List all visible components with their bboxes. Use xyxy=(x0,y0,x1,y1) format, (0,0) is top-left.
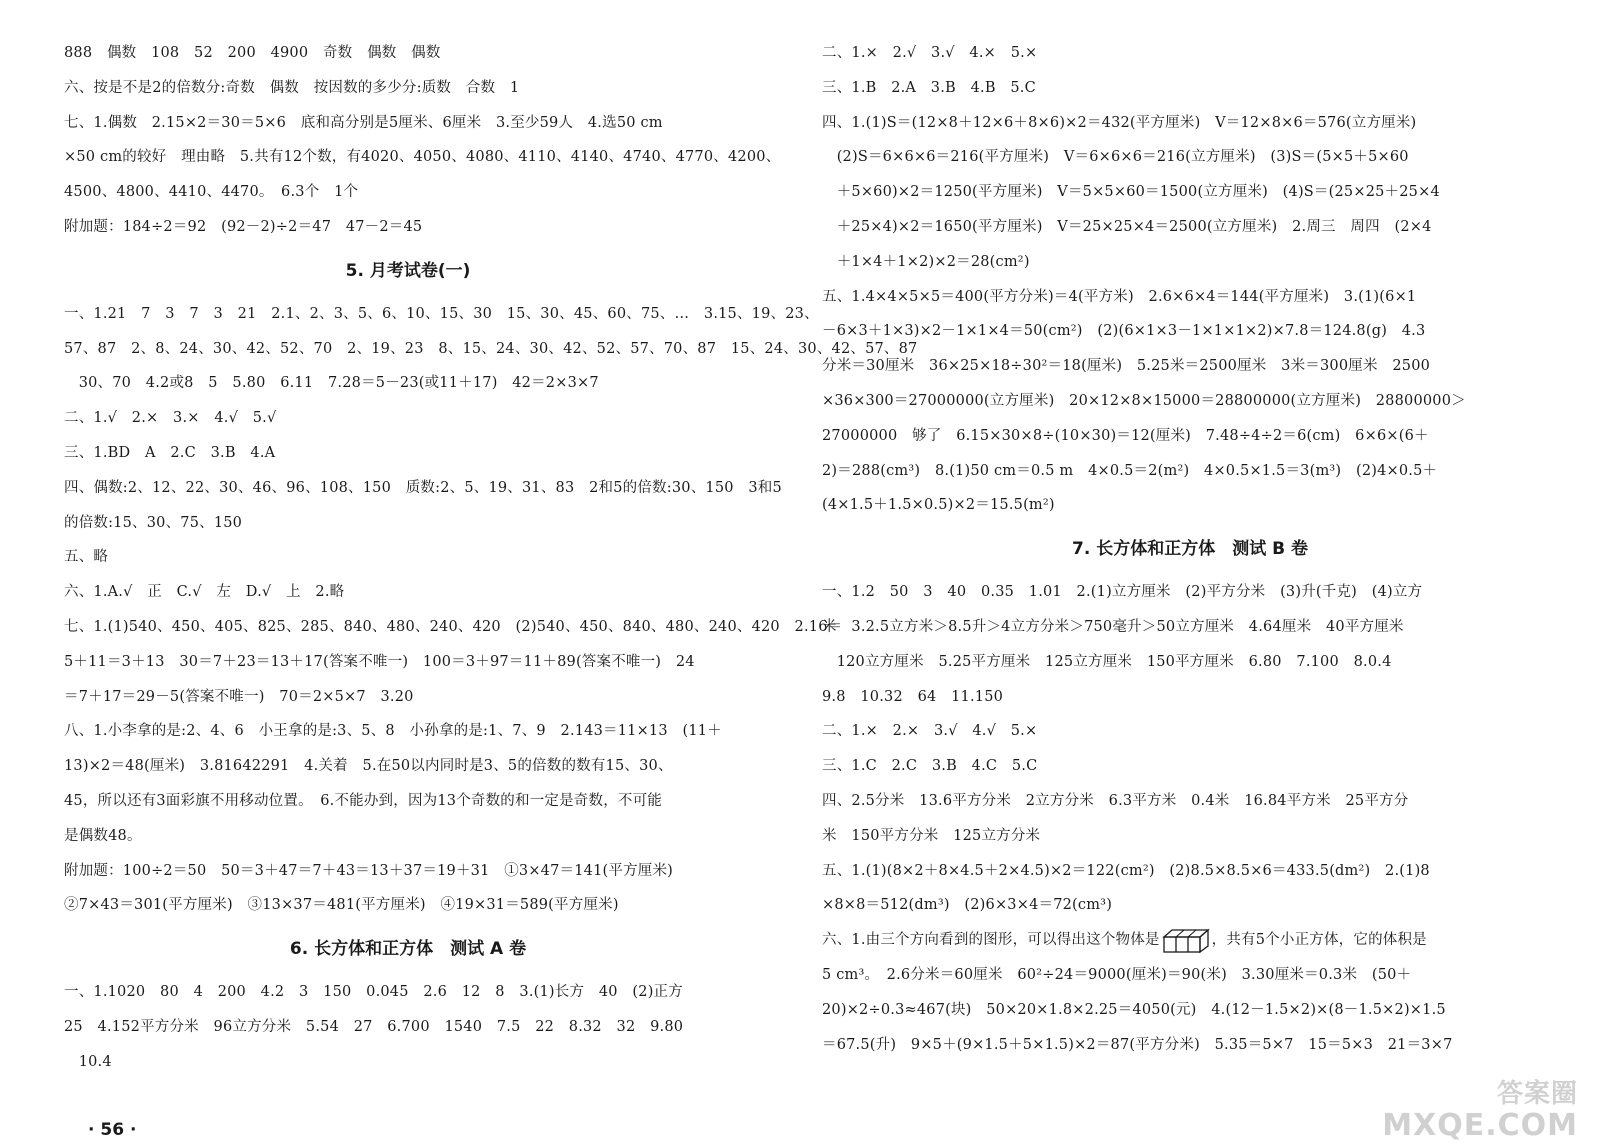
text-line: 25 4.152平方分米 96立方分米 5.54 27 6.700 1540 7.5 22 8.32 32 9.80 xyxy=(64,1018,684,1035)
text-line: 4500、4800、4410、4470。 6.3个 1个 xyxy=(64,184,359,201)
text-line: 一、1.21 7 3 7 3 21 2.1、2、3、5、6、10、15、30 15、30、45、60、75、… 3.15、19、23、 xyxy=(64,305,819,322)
text-line: 八、1.小李拿的是:2、4、6 小王拿的是:3、5、8 小孙拿的是:1、7、9 2.143＝11×13 (11＋ xyxy=(64,723,722,740)
text-line: 二、1.× 2.√ 3.√ 4.× 5.× xyxy=(822,45,1038,61)
text-line: (2)S＝6×6×6＝216(平方厘米) V＝6×6×6＝216(立方厘米) (3)S＝(5×5＋5×60 xyxy=(822,149,1409,166)
text-line: 附加题：184÷2＝92 (92－2)÷2＝47 47－2＝45 xyxy=(64,218,423,235)
text-fragment: ，共有5个小正方体，它的体积是 xyxy=(1211,932,1427,949)
text-line: 27000000 够了 6.15×30×8÷(10×30)＝12(厘米) 7.48÷4÷2＝6(cm) 6×6×(6＋ xyxy=(822,427,1429,444)
text-line: ＝67.5(升) 9×5＋(9×1.5＋5×1.5)×2＝87(平方分米) 5.35＝5×7 15＝5×3 21＝3×7 xyxy=(822,1036,1453,1053)
text-line: 六、按是不是2的倍数分:奇数 偶数 按因数的多少分:质数 合数 1 xyxy=(64,79,520,96)
text-line: 米 3.2.5立方米＞8.5升＞4立方分米＞750毫升＞50立方厘米 4.64厘米 40平方厘米 xyxy=(822,618,1404,635)
text-line: 10.4 xyxy=(64,1053,112,1070)
watermark xyxy=(1382,1078,1578,1142)
text-line: 三、1.C 2.C 3.B 4.C 5.C xyxy=(822,758,1038,775)
text-line: 七、1.偶数 2.15×2＝30＝5×6 底和高分别是5厘米、6厘米 3.至少59人 4.选50 cm xyxy=(64,114,663,131)
text-line: 57、87 2、8、24、30、42、52、70 2、19、23 8、15、24、30、42、52、57、70、87 15、24、30、42、57、87 xyxy=(64,340,918,357)
text-line: ×50 cm的较好 理由略 5.共有12个数，有4020、4050、4080、4110、4140、4740、4770、4200、 xyxy=(64,149,781,166)
text-line: 四、1.(1)S＝(12×8＋12×6＋8×6)×2＝432(平方厘米) V＝12×8×6＝576(立方厘米) xyxy=(822,114,1417,131)
text-line: 四、2.5分米 13.6平方分米 2立方分米 6.3平方米 0.4米 16.84平方米 25平方分 xyxy=(822,792,1409,809)
text-line: ＋25×4)×2＝1650(平方厘米) V＝25×25×4＝2500(立方厘米) 2.周三 周四 (2×4 xyxy=(822,218,1432,235)
text-line: 附加题：100÷2＝50 50＝3＋47＝7＋43＝13＋37＝19＋31 ①3×47＝141(平方厘米) xyxy=(64,862,674,879)
text-line: 120立方厘米 5.25平方厘米 125立方厘米 150平方厘米 6.80 7.100 8.0.4 xyxy=(822,653,1392,670)
text-line: (4×1.5＋1.5×0.5)×2＝15.5(m²) xyxy=(822,497,1055,514)
text-line: －6×3＋1×3)×2－1×1×4＝50(cm²) (2)(6×1×3－1×1×1×2)×7.8＝124.8(g) 4.3 xyxy=(822,323,1426,340)
text-line: 六、1.A.√ 正 C.√ 左 D.√ 上 2.略 xyxy=(64,584,345,601)
text-line: ×36×300＝27000000(立方厘米) 20×12×8×15000＝28800000(立方厘米) 28800000＞ xyxy=(822,392,1466,409)
right-page xyxy=(800,0,1600,1148)
watermark-logo-text: 答案圈 xyxy=(1496,1079,1578,1109)
text-line: 分米＝30厘米 36×25×18÷30²＝18(厘米) 5.25米＝2500厘米 3米＝300厘米 2500 xyxy=(822,358,1431,375)
section-heading: 7. 长方体和正方体 测试 B 卷 xyxy=(1072,539,1308,560)
text-line: 9.8 10.32 64 11.150 xyxy=(822,688,1004,705)
text-line: 四、偶数:2、12、22、30、46、96、108、150 质数:2、5、19、31、83 2和5的倍数:30、150 3和5 xyxy=(64,479,782,496)
text-line-with-figure xyxy=(822,923,1558,958)
text-line: ＋1×4＋1×2)×2＝28(cm²) xyxy=(822,253,1030,270)
text-line: ×8×8＝512(dm³) (2)6×3×4＝72(cm³) xyxy=(822,897,1113,914)
text-line: 13)×2＝48(厘米) 3.81642291 4.关着 5.在50以内同时是3、5的倍数的数有15、30、 xyxy=(64,758,673,775)
watermark-url: MXQE.COM xyxy=(1382,1108,1578,1143)
text-line: 二、1.√ 2.× 3.× 4.√ 5.√ xyxy=(64,410,277,427)
text-line: 888 偶数 108 52 200 4900 奇数 偶数 偶数 xyxy=(64,45,441,61)
text-line: 七、1.(1)540、450、405、825、285、840、480、240、420 (2)540、450、840、480、240、420 2.16＝ xyxy=(64,618,843,635)
text-line: ＋5×60)×2＝1250(平方厘米) V＝5×5×60＝1500(立方厘米) (4)S＝(25×25＋25×4 xyxy=(822,184,1440,201)
text-line: 的倍数:15、30、75、150 xyxy=(64,514,243,531)
text-line: 是偶数48。 xyxy=(64,827,142,844)
text-line: 五、略 xyxy=(64,549,109,566)
text-line: 一、1.1020 80 4 200 4.2 3 150 0.045 2.6 12 8 3.(1)长方 40 (2)正方 xyxy=(64,984,683,1001)
section-heading: 6. 长方体和正方体 测试 A 卷 xyxy=(289,939,527,960)
page-number: · 56 · xyxy=(88,1120,137,1140)
text-line: ＝7＋17＝29－5(答案不唯一) 70＝2×5×7 3.20 xyxy=(64,688,414,705)
text-line: 20)×2÷0.3≈467(块) 50×20×1.8×2.25＝4050(元) 4.(12－1.5×2)×(8－1.5×2)×1.5 xyxy=(822,1001,1446,1018)
text-line: 30、70 4.2或8 5 5.80 6.11 7.28＝5－23(或11＋17) 42＝2×3×7 xyxy=(64,375,599,392)
text-line: 三、1.BD A 2.C 3.B 4.A xyxy=(64,444,276,461)
text-line: 五、1.(1)(8×2＋8×4.5＋2×4.5)×2＝122(cm²) (2)8.5×8.5×6＝433.5(dm²) 2.(1)8 xyxy=(822,862,1430,879)
text-line: 2)＝288(cm³) 8.(1)50 cm＝0.5 m 4×0.5＝2(m²) 4×0.5×1.5＝3(m³) (2)4×0.5＋ xyxy=(822,462,1438,479)
text-line: ②7×43＝301(平方厘米) ③13×37＝481(平方厘米) ④19×31＝589(平方厘米) xyxy=(64,897,619,914)
three-cube-figure xyxy=(1162,927,1210,953)
text-fragment: 六、1.由三个方向看到的图形，可以得出这个物体是 xyxy=(822,932,1160,949)
right-column xyxy=(822,36,1558,1062)
text-line: 米 150平方分米 125立方分米 xyxy=(822,827,1041,844)
text-line: 5＋11＝3＋13 30＝7＋23＝13＋17(答案不唯一) 100＝3＋97＝11＋89(答案不唯一) 24 xyxy=(64,653,695,670)
text-line: 二、1.× 2.× 3.√ 4.√ 5.× xyxy=(822,723,1038,740)
text-line: 五、1.4×4×5×5＝400(平方分米)＝4(平方米) 2.6×6×4＝144(平方厘米) 3.(1)(6×1 xyxy=(822,288,1417,305)
text-line: 5 cm³。 2.6分米＝60厘米 60²÷24＝9000(厘米)＝90(米) 3.30厘米＝0.3米 (50＋ xyxy=(822,966,1412,983)
text-line: 三、1.B 2.A 3.B 4.B 5.C xyxy=(822,79,1036,96)
text-line: 一、1.2 50 3 40 0.35 1.01 2.(1)立方厘米 (2)平方分米 (3)升(千克) (4)立方 xyxy=(822,584,1423,601)
section-heading: 5. 月考试卷(一) xyxy=(345,260,471,281)
text-line: 45，所以还有3面彩旗不用移动位置。 6.不能办到，因为13个奇数的和一定是奇数，不可能 xyxy=(64,792,663,809)
